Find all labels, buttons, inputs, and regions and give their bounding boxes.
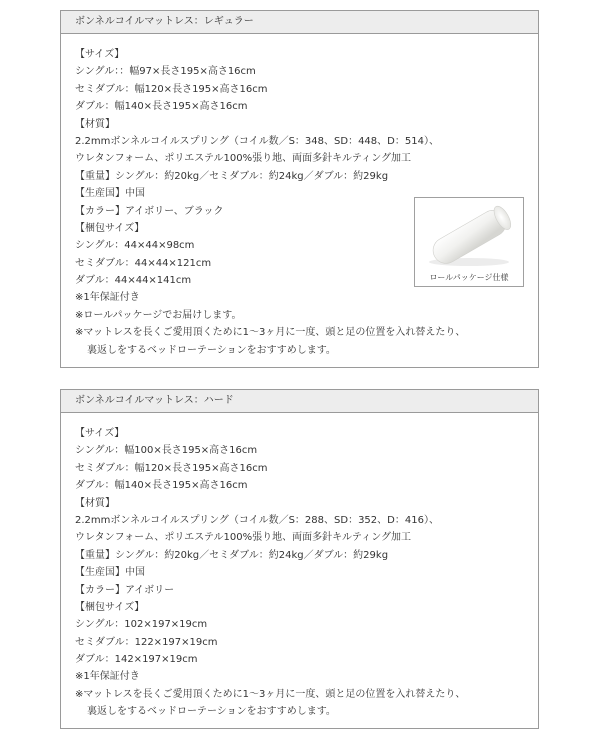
spec-line: ダブル：142×197×19cm bbox=[75, 654, 198, 666]
rolled-mattress-image bbox=[415, 198, 523, 270]
spec-line: シングル：幅100×長さ195×高さ16cm bbox=[75, 445, 258, 457]
spec-line: 【生産国】中国 bbox=[75, 188, 145, 200]
spec-box-hard bbox=[60, 389, 539, 729]
spec-line: セミダブル：44×44×121cm bbox=[75, 257, 212, 269]
rolled-mattress-icon bbox=[415, 198, 523, 270]
spec-line: シングル：44×44×98cm bbox=[75, 240, 195, 252]
spec-title-hard: ボンネルコイルマットレス：ハード bbox=[61, 390, 538, 413]
spec-line: ※1年保証付き bbox=[75, 292, 140, 304]
spec-line: 【梱包サイズ】 bbox=[75, 222, 145, 234]
spec-line: 【重量】シングル：約20kg／セミダブル：約24kg／ダブル：約29kg bbox=[75, 549, 389, 561]
spec-line: ウレタンフォーム、ポリエステル100%張り地、両面多針キルティング加工 bbox=[75, 153, 411, 165]
spec-line: 【サイズ】 bbox=[75, 428, 125, 439]
spec-line: 【カラー】アイボリー bbox=[75, 584, 175, 596]
spec-line: 2.2mmボンネルコイルスプリング（コイル数／S：288、SD：352、D：416）、 bbox=[75, 514, 439, 526]
spec-line: シングル：102×197×19cm bbox=[75, 619, 208, 631]
spec-line: セミダブル：122×197×19cm bbox=[75, 636, 218, 648]
spec-line: セミダブル：幅120×長さ195×高さ16cm bbox=[75, 83, 268, 95]
spec-line: 【材質】 bbox=[75, 118, 115, 130]
spec-line: 【サイズ】 bbox=[75, 49, 125, 60]
roll-package-photo bbox=[414, 197, 524, 287]
spec-line: 2.2mmボンネルコイルスプリング（コイル数／S：348、SD：448、D：514）、 bbox=[75, 135, 439, 147]
spec-line: 【材質】 bbox=[75, 497, 115, 509]
spec-line: セミダブル：幅120×長さ195×高さ16cm bbox=[75, 462, 268, 474]
spec-title-regular: ボンネルコイルマットレス：レギュラー bbox=[61, 11, 538, 34]
spec-line: ウレタンフォーム、ポリエステル100%張り地、両面多針キルティング加工 bbox=[75, 532, 411, 544]
spec-line: シングル：：幅97×長さ195×高さ16cm bbox=[75, 66, 256, 78]
spec-line: ※1年保証付き bbox=[75, 671, 140, 683]
spec-line: ※マットレスを長くご愛用頂くために1～3ヶ月に一度、頭と足の位置を入れ替えたり、 bbox=[75, 688, 466, 700]
spec-line: 【生産国】中国 bbox=[75, 567, 145, 579]
photo-caption: ロールパッケージ仕様 bbox=[429, 273, 509, 282]
spec-line: 裏返しをするベッドローテーションをおすすめします。 bbox=[87, 344, 336, 356]
spec-line: 【重量】シングル：約20kg／セミダブル：約24kg／ダブル：約29kg bbox=[75, 170, 389, 182]
spec-line: ※マットレスを長くご愛用頂くために1～3ヶ月に一度、頭と足の位置を入れ替えたり、 bbox=[75, 327, 466, 339]
spec-list-hard bbox=[75, 425, 465, 721]
spec-line: ダブル：44×44×141cm bbox=[75, 275, 192, 287]
spec-line: ダブル：幅140×長さ195×高さ16cm bbox=[75, 480, 248, 492]
spec-list-regular bbox=[75, 46, 465, 359]
spec-line: ダブル：幅140×長さ195×高さ16cm bbox=[75, 101, 248, 113]
spec-line: 【梱包サイズ】 bbox=[75, 601, 145, 613]
spec-line: ※ロールパッケージでお届けします。 bbox=[75, 309, 242, 321]
spec-line: 裏返しをするベッドローテーションをおすすめします。 bbox=[87, 706, 336, 718]
spec-box-regular bbox=[60, 10, 539, 368]
spec-line: 【カラー】アイボリー、ブラック bbox=[75, 205, 224, 217]
